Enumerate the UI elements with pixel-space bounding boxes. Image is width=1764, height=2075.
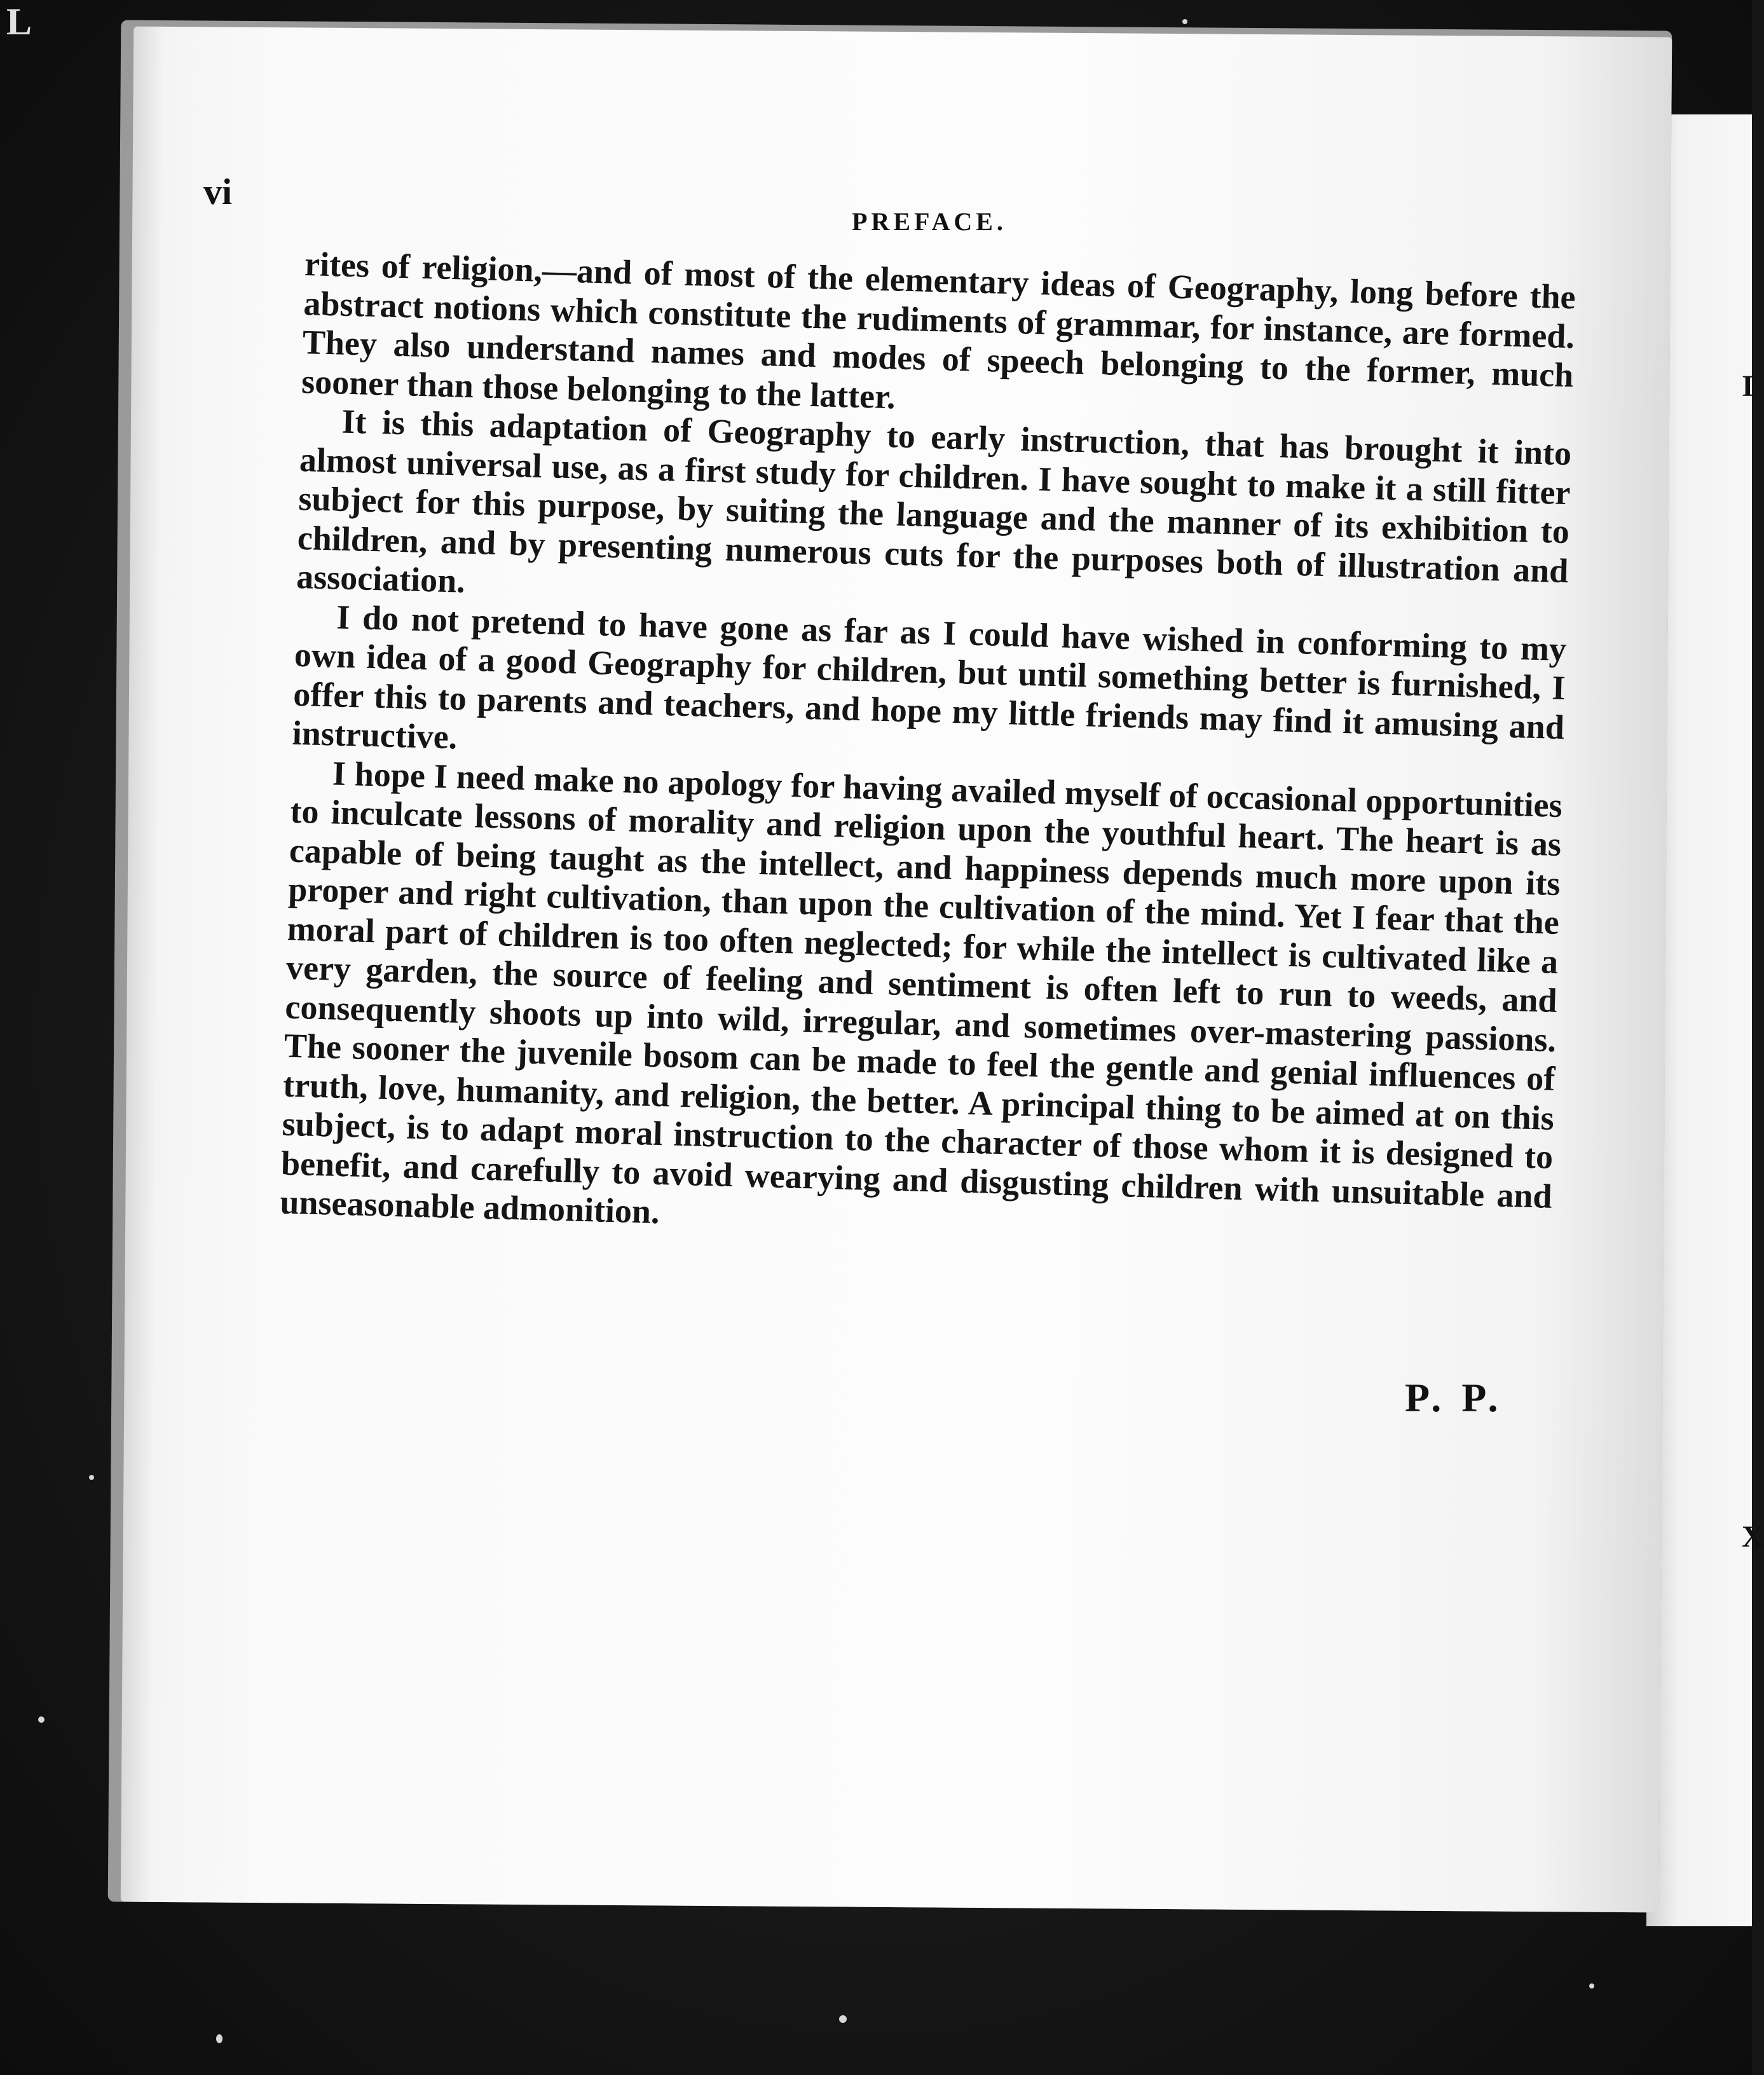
paragraph: I do not pretend to have gone as far as I could have wished in conforming to my own idea of a good Geography for children, but until something better is furnished, I offer this to parents and teachers, and hope my little friends may find it amusing and instructive. [292,598,1567,757]
running-head: PREFACE. [852,207,1007,236]
dust-speck [38,1716,44,1723]
page-number: vi [203,171,233,212]
paragraph: I hope I need make no apology for having availed myself of occasional opportunities to inculcate lessons of morality and religion upon the youthful heart. The heart is as capable of being taught as the intellect, and happiness depends much more upon its proper and right cultivation, than upon the cultivation of the mind. Yet I fear that the moral part of children is too often neglected; for while the intellect is cultivated like a very garden, the source of feeling and sentiment is often left to run to weeds, and consequently shoots up into wild, irregular, and sometimes over-mastering passions. The sooner the juvenile bosom can be made to feel the gentle and genial influences of truth, love, humanity, and religion, the better. A principal thing to be aimed at on this subject, is to adapt moral instruction to the character of those whom it is designed to benefit, and carefully to avoid wearying and disgusting children with unsuitable and unseasonable admonition. [279,753,1563,1231]
corner-scan-mark: L [6,1,32,43]
author-signature: P. P. [1405,1375,1503,1420]
dust-speck [89,1475,94,1480]
dust-speck [1182,19,1187,24]
dust-speck [216,2034,222,2043]
dust-speck [839,2015,847,2023]
paragraph: It is this adaptation of Geography to early instruction, that has brought it into almost universal use, as a first study for children. I have sought to make it a still fitter subject for this purpose, by suiting the language and the manner of its exhibition to children, and by presenting numerous cuts for the purposes both of illustration and association. [296,402,1572,600]
preface-body [280,245,1576,1255]
adjacent-page-mark: X [1742,1520,1764,1554]
paragraph: rites of religion,—and of most of the elementary ideas of Geography, long before the abstract notions which constitute the rudiments of grammar, for instance, are formed. They also understand names and modes of speech belonging to the former, much sooner than those belonging to the latter. [301,245,1576,416]
dust-speck [1589,1983,1594,1989]
adjacent-page-mark: I [1742,369,1754,403]
